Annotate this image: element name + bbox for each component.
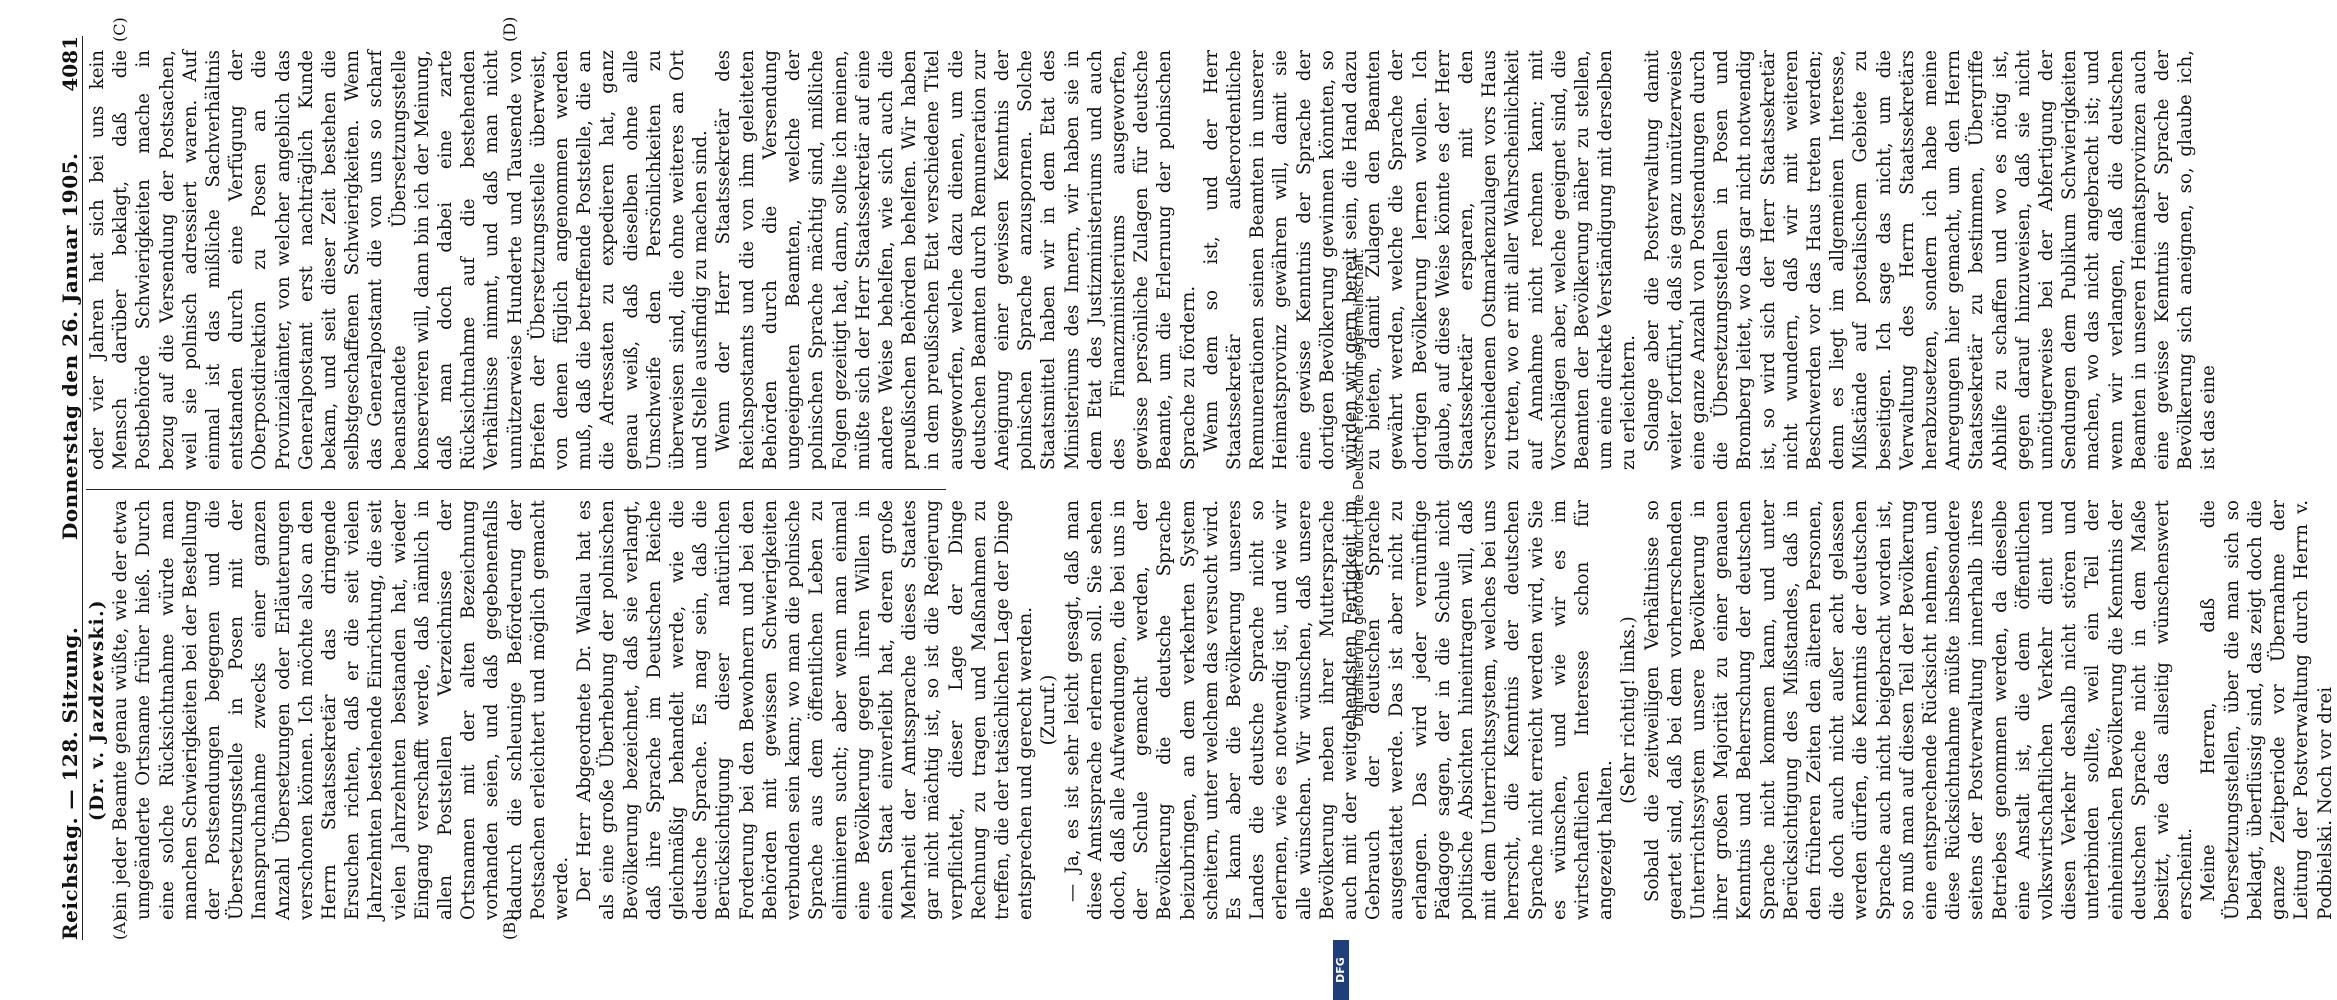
paragraph: Meine Herren, daß die Übersetzungsstellen, über die man sich so beklagt, überflüssig sind, das zeigt doch die ganze Zeitperiode vor Übernahme der Leitung der Postverwaltung durch Herrn v. Podbielski. Noch vor drei — [2198, 500, 2336, 920]
speaker-line: (Dr. v. Jazdzewski.) — [87, 598, 108, 822]
paragraph: Der Herr Abgeordnete Dr. Wallau hat es als eine große Überhebung der polnischen Bevölkerung bezeichnet, daß sie verlangt, daß ihre Sprache im Deutschen Reiche gleichmäßig behandelt werde, wie die deutsche Sprache. Es mag sein, daß die Berücksichtigung dieser natürlichen Forderung bei den Bewohnern und bei den Behörden mit gewissen Schwierigkeiten verbunden sein kann; wo man die polnische Sprache aus dem öffentlichen Leben zu eliminieren sucht; aber wenn man einmal eine Bevölkerung gegen ihren Willen in einen Staat einverleibt hat, deren große Mehrheit der Amtssprache dieses Staates gar nicht mächtig ist, so ist die Regierung verpflichtet, dieser Lage der Dinge Rechnung zu tragen und Maßnahmen zu treffen, die der tatsächlichen Lage der Dinge entsprechen und gerecht werden. — [574, 500, 1037, 920]
header-date: Donnerstag den 26. Januar 1905. — [58, 152, 82, 540]
paragraph: Wenn dem so ist, und der Herr Staatssekretär außerordentliche Remunerationen seinen Beamten in unserer Heimatsprovinz gewähren will, damit sie eine gewisse Kenntnis der Sprache der dortigen Bevölkerung gewinnen könnten, so würden wir gern bereit sein, die Hand dazu zu bieten, damit Zulagen den Beamten gewährt werden, welche die Sprache der dortigen Bevölkerung lernen wollen. Ich glaube, auf diese Weise könnte es der Herr Staatssekretär ersparen, mit den verschiedenen Ostmarkenzulagen vors Haus zu treten, wo er mit aller Wahrscheinlichkeit auf Annahme nicht rechnen kann; mit Vorschlägen aber, welche geeignet sind, die Beamten der Bevölkerung näher zu stellen, um eine direkte Verständigung mit derselben zu erleichtern. — [1200, 50, 1640, 470]
margin-marker-a: (A) — [110, 915, 129, 940]
interjection: (Zuruf.) — [1038, 674, 1060, 746]
paragraph: Wenn der Herr Staatssekretär des Reichspostamts und die von ihm geleiteten Behörden durch die Versendung ungeeigneten Beamten, welche der polnischen Sprache mächtig sind, mißliche Folgen gezeitigt hat, dann, sollte ich meinen, müßte sich der Herr Staatssekretär auf eine andere Weise behelfen, wie sich auch die preußischen Behörden behelfen. Wir haben in dem preußischen Etat verschiedene Titel ausgeworfen, welche dazu dienen, um die deutschen Beamten durch Remuneration zur Aneignung einer gewissen Kenntnis der polnischen Sprache anzuspornen. Solche Staatsmittel haben wir in dem Etat des Ministeriums des Innern, wir haben sie in dem Etat des Justizministeriums und auch des Finanzministeriums ausgeworfen, gewisse persönliche Zulagen für deutsche Beamte, um die Erlernung der polnischen Sprache zu fördern. — [713, 50, 1199, 470]
margin-marker-b: (B) — [500, 915, 519, 940]
interjection: (Sehr richtig! links.) — [1618, 616, 1640, 804]
digitization-note: Digitalisierung gefördert durch die Deutsche Forschungsgemeinschaft. — [1351, 249, 1367, 727]
left-column — [86, 500, 2336, 920]
header-session: Reichstag. — 128. Sitzung. — [58, 626, 82, 940]
right-column — [86, 50, 2220, 470]
paragraph: Sobald die zeitweiligen Verhältnisse so geartet sind, daß bei dem vorherrschenden Unterrichtssystem unsere Bevölkerung in ihrer großen Majorität zu einer genauen Kenntnis und Beherrschung der deutschen Sprache nicht kommen kann, und unter Berücksichtigung des Mißstandes, daß in den früheren Zeiten den älteren Personen, die doch auch nicht außer acht gelassen werden dürfen, die Kenntnis der deutschen Sprache auch nicht beigebracht worden ist, so muß man auf diesen Teil der Bevölkerung eine entsprechende Rücksicht nehmen, und diese Rücksichtnahme müßte insbesondere seitens der Postverwaltung innerhalb ihres Betriebes genommen werden, da dieselbe eine Anstalt ist, die dem öffentlichen volkswirtschaftlichen Verkehr dient und diesen Verkehr deshalb nicht stören und unterbinden sollte, weil ein Teil der einheimischen Bevölkerung die Kenntnis der deutschen Sprache nicht in dem Maße besitzt, wie das allseitig wünschenswert erscheint. — [1641, 500, 2197, 920]
header-rule — [82, 36, 83, 940]
margin-marker-d: (D) — [500, 16, 519, 42]
dfg-logo: DFG — [1333, 940, 1349, 1000]
paragraph: oder vier Jahren hat sich bei uns kein Mensch darüber beklagt, daß die Postbehörde Schwierigkeiten mache in bezug auf die Versendung der Postsachen, weil sie polnisch adressiert waren. Auf einmal ist das mißliche Sachverhältnis entstanden durch eine Verfügung der Oberpostdirektion zu Posen an die Provinzialämter, von welcher angeblich das Generalpostamt erst nachträglich Kunde bekam, und seit dieser Zeit bestehen die selbstgeschaffenen Schwierigkeiten. Wenn das Generalpostamt die von uns so scharf beanstandete Übersetzungsstelle konservieren will, dann bin ich der Meinung, daß man doch dabei eine zarte Rücksichtnahme auf die bestehenden Verhältnisse nimmt, und daß man nicht unnützerweise Hunderte und Tausende von Briefen der Übersetzungsstelle überweist, von denen füglich angenommen werden muß, daß die betreffende Poststelle, die an die Adressaten zu expedieren hat, ganz genau weiß, daß dieselben ohne alle Umschweife den Persönlichkeiten zu überweisen sind, die ohne weiteres an Ort und Stelle ausfindig zu machen sind. — [87, 50, 712, 470]
paragraph: Solange aber die Postverwaltung damit weiter fortführt, daß sie ganz unnützerweise eine ganze Anzahl von Postsendungen durch die Übersetzungsstellen in Posen und Bromberg leitet, wo das gar nicht notwendig ist, so wird sich der Herr Staatssekretär nicht wundern, daß wir mit weiteren Beschwerden vor das Haus treten werden; denn es liegt im allgemeinen Interesse, Mißstände auf postalischem Gebiete zu beseitigen. Ich sage das nicht, um die Verwaltung des Herrn Staatssekretärs herabzusetzen, sondern ich habe meine Anregungen hier gemacht, um den Herrn Staatssekretär zu bestimmen, Übergriffe Abhilfe zu schaffen und wo es nötig ist, gegen darauf hinzuweisen, daß sie nicht unnötigerweise bei der Abfertigung der Sendungen dem Publikum Schwierigkeiten machen, wo das nicht angebracht ist; und wenn wir verlangen, daß die deutschen Beamten in unseren Heimatsprovinzen auch eine gewisse Kenntnis der Sprache der Bevölkerung sich aneignen, so, glaube ich, ist das eine — [1641, 50, 2220, 470]
paragraph: — Ja, es ist sehr leicht gesagt, daß man diese Amtssprache erlernen soll. Sie sehen doch, daß alle Aufwendungen, die bei uns in der Schule gemacht werden, der Bevölkerung die deutsche Sprache beizubringen, an dem verkehrten System scheitern, unter welchem das versucht wird. Es kann aber die Bevölkerung unseres Landes die deutsche Sprache nicht so erlernen, wie es notwendig ist, und wie wir alle wünschen. Wir wünschen, daß unsere Bevölkerung neben ihrer Muttersprache auch mit der weitgehendsten Fertigkeit im Gebrauch der deutschen Sprache ausgestattet werde. Das ist aber nicht zu erlangen. Das wird jeder vernünftige Pädagoge sagen, der in die Schule nicht politische Absichten hineintragen will, daß mit dem Unterrichtssystem, welches bei uns herrscht, die Kenntnis der deutschen Sprache nicht erreicht werden wird, wie Sie es wünschen, und wie wir es im wirtschaftlichen Interesse schon für angezeigt halten. — [1061, 500, 1617, 920]
paragraph: ein jeder Beamte genau wüßte, wie der etwa umgeänderte Ortsname früher hieß. Durch eine solche Rücksichtnahme würde man manchen Schwierigkeiten bei der Bestellung der Postsendungen begegnen und die Übersetzungsstelle in Posen mit der Inanspruchnahme zwecks einer ganzen Anzahl Übersetzungen oder Erläuterungen verschonen können. Ich möchte also an den Herrn Staatssekretär das dringende Ersuchen richten, daß er die seit vielen Jahrzehnten bestehende Einrichtung, die seit vielen Jahrzehnten bestanden hat, wieder Eingang verschafft werde, daß nämlich in allen Poststellen Verzeichnisse der Ortsnamen mit der alten Bezeichnung vorhanden seien, und daß gegebenenfalls dadurch die schleunige Beförderung der Postsachen erleichtert und möglich gemacht werde. — [110, 500, 573, 920]
page-number: 4081 — [58, 36, 82, 92]
column-divider — [86, 489, 946, 490]
margin-marker-c: (C) — [110, 17, 129, 42]
